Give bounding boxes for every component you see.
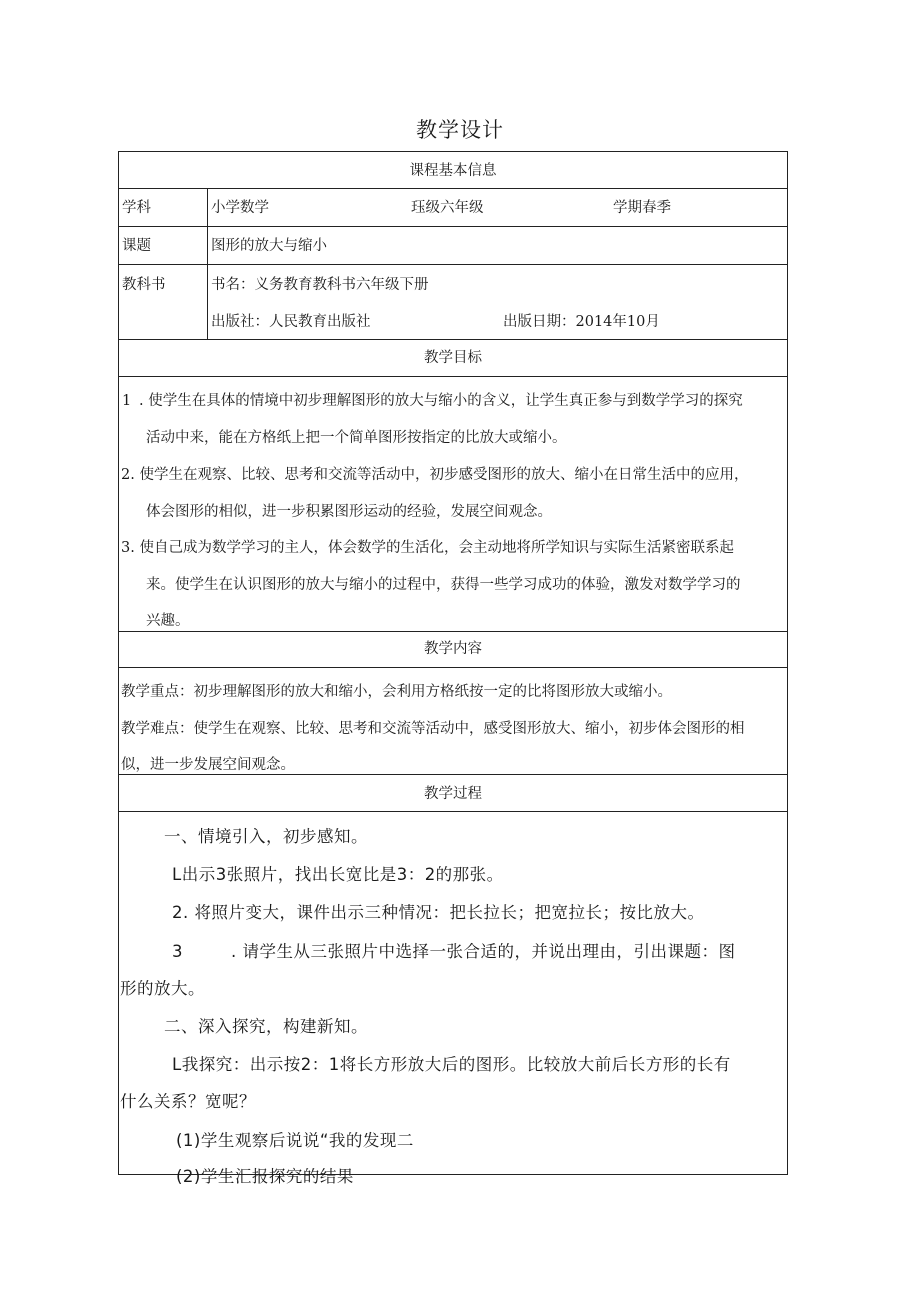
objective-line: 兴趣。 (146, 613, 190, 629)
basic-info-header: 课程基本信息 (409, 163, 497, 179)
objective-line: 2. 使学生在观察、比较、思考和交流等活动中，初步感受图形的放大、缩小在日常生活中的应用， (121, 467, 749, 483)
objective-number: 1 (122, 393, 132, 409)
lesson-plan-table (118, 151, 788, 1186)
objectives-header: 教学目标 (424, 350, 482, 366)
process-header: 教学过程 (424, 786, 482, 802)
difficulty-line: 教学难点：使学生在观察、比较、思考和交流等活动中，感受图形放大、缩小，初步体会图形的相 (121, 721, 745, 737)
process-item: 形的放大。 (120, 979, 205, 998)
column-divider (207, 188, 208, 339)
row-divider (119, 667, 787, 668)
publish-date: 出版日期：2014年10月 (503, 314, 660, 330)
process-item-number: 3 (172, 942, 183, 961)
process-heading: 二、深入探究，构建新知。 (164, 1017, 368, 1036)
row-divider (119, 226, 787, 227)
semester-value: 学期春季 (613, 200, 671, 216)
objective-line: 3. 使自己成为数学学习的主人，体会数学的生活化，会主动地将所学知识与实际生活紧密联系起 (121, 540, 734, 556)
process-subitem: (2)学生汇报探究的结果 (176, 1167, 354, 1186)
difficulty-line: 似，进一步发展空间观念。 (121, 757, 295, 773)
topic-label: 课题 (122, 238, 151, 254)
topic-value: 图形的放大与缩小 (211, 238, 327, 254)
content-header: 教学内容 (424, 641, 482, 657)
objective-line: 体会图形的相似，进一步积累图形运动的经验，发展空间观念。 (146, 504, 552, 520)
grade-value: 珏级六年级 (411, 200, 484, 216)
process-subitem: (1)学生观察后说说“我的发现二 (176, 1131, 414, 1150)
objective-line: 活动中来，能在方格纸上把一个简单图形按指定的比放大或缩小。 (146, 430, 567, 446)
row-divider (119, 631, 787, 632)
subject-value: 小学数学 (211, 200, 269, 216)
objective-line: 来。使学生在认识图形的放大与缩小的过程中，获得一些学习成功的体验，激发对数学学习的 (146, 577, 741, 593)
row-divider (119, 811, 787, 812)
row-divider (119, 339, 787, 340)
document-title: 教学设计 (416, 118, 504, 142)
textbook-label: 教科书 (122, 277, 166, 293)
objective-line: . 使学生在具体的情境中初步理解图形的放大与缩小的含义，让学生真正参与到数学学习的探究 (139, 393, 743, 409)
process-item: 2. 将照片变大，课件出示三种情况：把长拉长；把宽拉长；按比放大。 (172, 903, 705, 922)
process-item: L出示3张照片，找出长宽比是3：2的那张。 (172, 865, 504, 884)
row-divider (119, 376, 787, 377)
process-item: . 请学生从三张照片中选择一张合适的，并说出理由，引出课题：图 (231, 942, 736, 961)
book-name: 书名：义务教育教科书六年级下册 (211, 277, 429, 293)
process-item: 什么关系？宽呢？ (120, 1092, 256, 1111)
key-point: 教学重点：初步理解图形的放大和缩小，会利用方格纸按一定的比将图形放大或缩小。 (121, 684, 672, 700)
subject-label: 学科 (122, 200, 151, 216)
row-divider (119, 264, 787, 265)
process-item: L我探究：出示按2：1将长方形放大后的图形。比较放大前后长方形的长有 (172, 1055, 731, 1074)
row-divider (119, 188, 787, 189)
publisher: 出版社：人民教育出版社 (211, 314, 371, 330)
process-heading: 一、情境引入，初步感知。 (164, 827, 368, 846)
